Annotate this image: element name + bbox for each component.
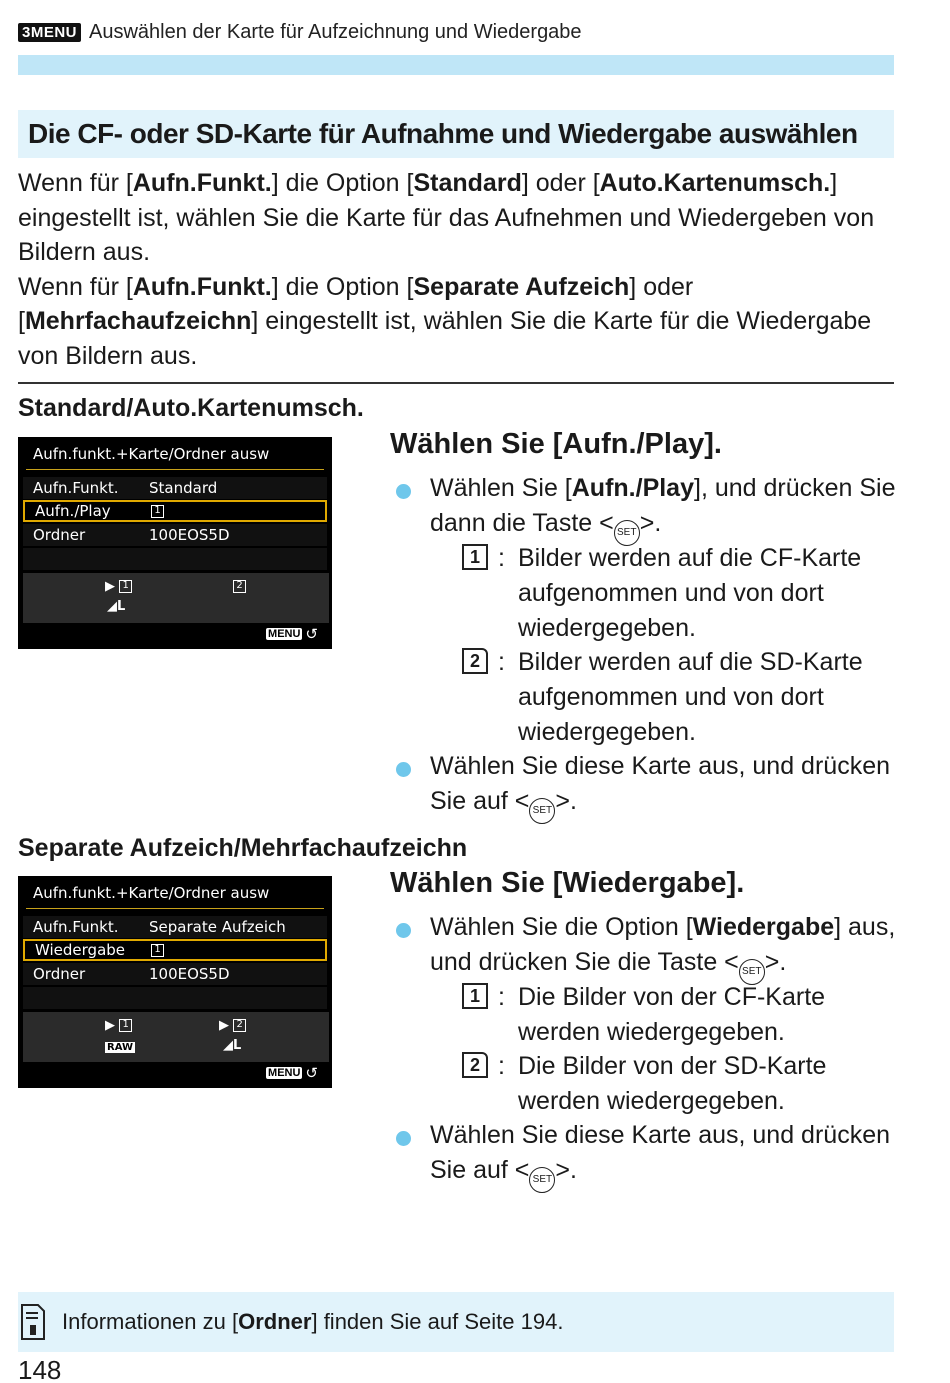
- cf-card-icon: 1: [151, 944, 164, 957]
- intro-paragraph-2: Wenn für [Aufn.Funkt.] die Option [Separate Aufzeich] oder [Mehrfachaufzeichn] eingestellt ist, wählen Sie die Karte für die Wiedergabe von Bildern aus.: [18, 272, 872, 370]
- screen-row-empty: [23, 987, 327, 1009]
- screen-footer: MENU ↺: [268, 625, 318, 643]
- screen-card-info: [23, 573, 329, 623]
- menu-tab-badge: 3MENU: [18, 23, 81, 42]
- quality-indicator: ◢L: [223, 1038, 242, 1053]
- play-cf-indicator: ▶ 1: [105, 1018, 132, 1033]
- screen-row-aufn-funkt: Aufn.Funkt. Separate Aufzeich: [23, 916, 327, 938]
- screen-row-wiedergabe: Wiedergabe 1: [23, 939, 327, 961]
- intro-text: [18, 166, 898, 374]
- divider: [18, 382, 894, 384]
- cf-card-icon: 1: [462, 983, 488, 1009]
- sd-card-icon: 2: [462, 648, 488, 674]
- card-item-cf: 1 : Die Bilder von der CF-Karte werden wiedergegeben.: [462, 980, 882, 1050]
- play-sd-indicator: ▶ 2: [219, 1018, 246, 1033]
- bullet-select: Wählen Sie die Option [Wiedergabe] aus, und drücken Sie die Taste < SET >.: [390, 910, 900, 985]
- card-item-sd: 2 : Bilder werden auf die SD-Karte aufgenommen und von dort wiedergegeben.: [462, 645, 882, 750]
- bullet-dot-icon: [396, 484, 411, 499]
- bullet-confirm: Wählen Sie diese Karte aus, und drücken Sie auf < SET >.: [390, 749, 900, 824]
- bullet-select: Wählen Sie [Aufn./Play], und drücken Sie dann die Taste < SET >.: [390, 471, 900, 546]
- card-item-sd: 2 : Die Bilder von der SD-Karte werden wiedergegeben.: [462, 1049, 882, 1119]
- screen-title: Aufn.funkt.+Karte/Ordner ausw: [33, 884, 270, 902]
- card-item-cf: 1 : Bilder werden auf die CF-Karte aufgenommen und von dort wiedergegeben.: [462, 541, 882, 646]
- header-title: Auswählen der Karte für Aufzeichnung und Wiedergabe: [89, 20, 582, 43]
- sd-card-icon: 2: [462, 1052, 488, 1078]
- screen-title-line: [26, 908, 324, 909]
- page-number: 148: [18, 1355, 62, 1383]
- bullet-confirm: Wählen Sie diese Karte aus, und drücken Sie auf < SET >.: [390, 1118, 900, 1193]
- screen-row-ordner: Ordner 100EOS5D: [23, 524, 327, 546]
- camera-screen-standard: [18, 437, 332, 649]
- cf-card-icon: 1: [151, 505, 164, 518]
- quality-indicator: ◢L: [107, 599, 126, 614]
- screen-row-aufn-funkt: Aufn.Funkt. Standard: [23, 477, 327, 499]
- screen-row-ordner: Ordner 100EOS5D: [23, 963, 327, 985]
- step-wiedergabe: [390, 867, 900, 1197]
- screen-row-empty: [23, 548, 327, 570]
- page-header: [18, 18, 898, 46]
- section-title: Die CF- oder SD-Karte für Aufnahme und Wiedergabe auswählen: [18, 110, 894, 158]
- set-button-icon: SET: [614, 520, 640, 546]
- bullet-dot-icon: [396, 762, 411, 777]
- camera-screen-separate: [18, 876, 332, 1088]
- back-icon: ↺: [305, 1064, 318, 1082]
- screen-row-aufn-play: Aufn./Play 1: [23, 500, 327, 522]
- step-aufn-play: [390, 428, 900, 818]
- step-title: Wählen Sie [Aufn./Play].: [390, 428, 722, 460]
- note-icon: [20, 1303, 46, 1341]
- note-text: Informationen zu [Ordner] finden Sie auf Seite 194.: [62, 1309, 564, 1334]
- screen-card-info: [23, 1012, 329, 1062]
- raw-indicator: RAW: [107, 1042, 134, 1053]
- bullet-dot-icon: [396, 923, 411, 938]
- screen-footer: MENU ↺: [268, 1064, 318, 1082]
- subsection-title-separate: Separate Aufzeich/Mehrfachaufzeichn: [18, 834, 468, 862]
- screen-title-line: [26, 469, 324, 470]
- set-button-icon: SET: [529, 1167, 555, 1193]
- sd-card-indicator: 2: [233, 579, 246, 594]
- set-button-icon: SET: [739, 959, 765, 985]
- play-cf-indicator: ▶ 1: [105, 579, 132, 594]
- intro-paragraph-1: Wenn für [Aufn.Funkt.] die Option [Standard] oder [Auto.Kartenumsch.] eingestellt ist, wählen Sie die Karte für das Aufnehmen und Wiedergeben von Bildern aus.: [18, 169, 875, 267]
- cf-card-icon: 1: [462, 544, 488, 570]
- step-title: Wählen Sie [Wiedergabe].: [390, 867, 745, 899]
- screen-title: Aufn.funkt.+Karte/Ordner ausw: [33, 445, 270, 463]
- header-bar: [18, 55, 894, 75]
- back-icon: ↺: [305, 625, 318, 643]
- note-box: [18, 1292, 894, 1352]
- bullet-dot-icon: [396, 1131, 411, 1146]
- set-button-icon: SET: [529, 798, 555, 824]
- subsection-title-standard: Standard/Auto.Kartenumsch.: [18, 394, 364, 422]
